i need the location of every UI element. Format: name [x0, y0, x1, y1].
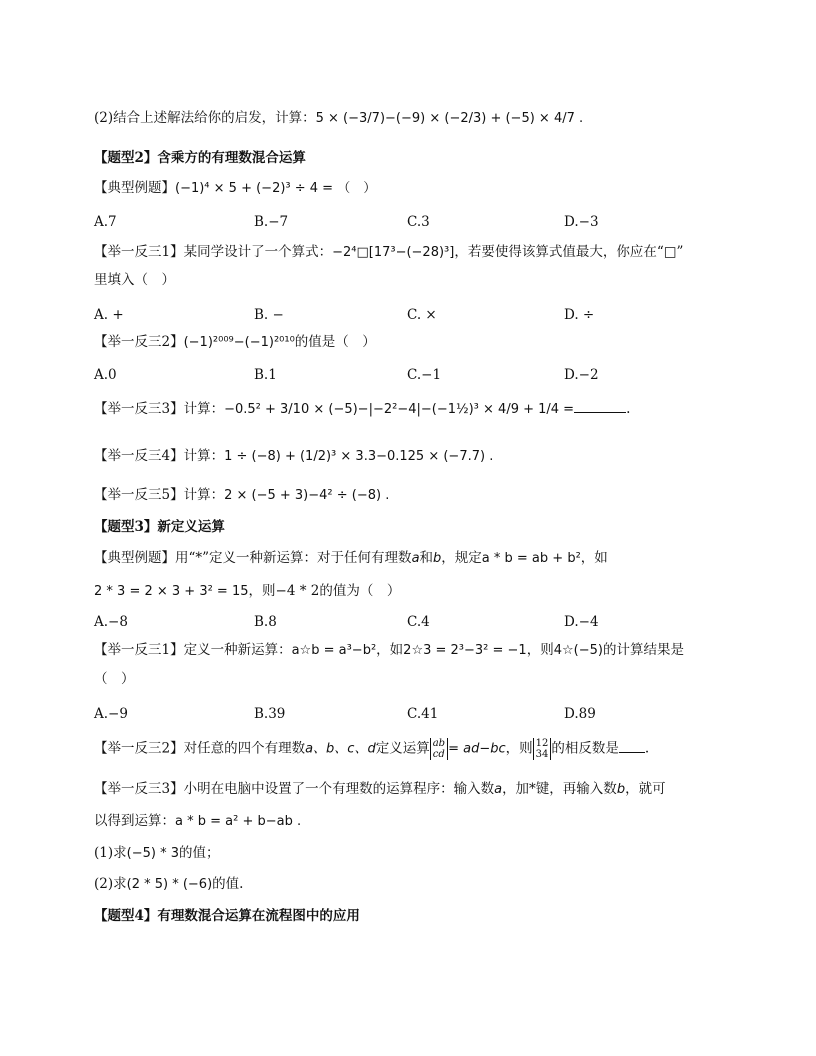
option-b: B.1 [254, 367, 277, 383]
practice-3-1-tail: 的计算结果是 [602, 642, 684, 658]
option-b: B. − [254, 307, 284, 323]
practice-3-2-definition: = ad−bc [448, 741, 506, 757]
practice-2-1-expression: −2⁴□[17³−(−28)³] [332, 245, 455, 260]
practice-2-1-tail: ，若要使得该算式值最大，你应在“□” [454, 244, 684, 260]
option-a: A.−9 [94, 706, 128, 722]
example-3-instance: 2 * 3 = 2 × 3 + 3² = 15 [94, 584, 249, 599]
practice-3-2-then: ，则 [505, 740, 533, 757]
det-row-2: cd [432, 749, 445, 760]
example-3-define: ，规定 [441, 550, 482, 566]
answer-blank[interactable] [619, 740, 645, 753]
practice-2-4-line [94, 446, 736, 467]
part-2-tail: 的值. [212, 876, 244, 892]
practice-3-3-tail: ，就可 [625, 781, 666, 797]
option-b: B.−7 [254, 214, 289, 230]
practice-2-1-line-2: 里填入（ ） [94, 272, 175, 288]
practice-2-1-text: 【举一反三1】某同学设计了一个算式： [94, 244, 333, 260]
practice-3-1-line-2: （ ） [94, 671, 135, 687]
example-3-question: ，则−4 * 2的值为（ ） [248, 583, 401, 599]
practice-2-3-line [94, 399, 736, 420]
example-2-line [94, 178, 736, 199]
section-heading-2: 【题型2】含乘方的有理数混合运算 [94, 150, 306, 166]
det-row-2: 34 [535, 749, 549, 760]
example-3-line [94, 548, 736, 569]
section-heading-3: 【题型3】新定义运算 [94, 519, 225, 535]
practice-3-3-part-2 [94, 874, 736, 895]
practice-3-3-mid: ，加*键，再输入数 [502, 781, 617, 797]
practice-2-4-expression: 1 ÷ (−8) + (1/2)³ × 3.3−0.125 × (−7.7) . [224, 449, 494, 464]
practice-3-3-text-2: 以得到运算： [94, 813, 175, 829]
practice-2-2-tail: 的值是（ ） [294, 334, 376, 350]
part-1-tail: 的值； [178, 845, 220, 861]
practice-2-1-line [94, 242, 736, 263]
practice-2-3-label: 【举一反三3】计算： [94, 401, 225, 417]
option-c: C.3 [407, 214, 430, 230]
determinant-abcd [430, 738, 448, 760]
part-1-label: (1)求 [94, 845, 127, 861]
example-3-and: 和 [419, 550, 434, 566]
practice-3-3-part-1 [94, 843, 736, 864]
practice-2-3-period: . [626, 401, 631, 417]
question-2-expression: 5 × (−3/7)−(−9) × (−2/3) + (−5) × 4/7 . [315, 111, 584, 126]
example-3-text: 【典型例题】用“*”定义一种新运算：对于任何有理数 [94, 550, 412, 566]
practice-2-4-label: 【举一反三4】计算： [94, 448, 225, 464]
practice-3-2-line: 【举一反三2】对任意的四个有理数a、b、c、d定义运算 ab cd = ad−bc，则 12 34 的相反数是 . [94, 738, 650, 760]
practice-3-1-target: 4☆(−5) [553, 643, 603, 658]
practice-3-1-such-as: ，如 [376, 642, 404, 658]
question-2-text: (2)结合上述解法给你的启发，计算： [94, 110, 316, 126]
practice-2-2-label: 【举一反三2】 [94, 334, 184, 350]
practice-2-5-label: 【举一反三5】计算： [94, 487, 225, 503]
option-c: C.4 [407, 614, 430, 630]
var-a: a [411, 551, 420, 566]
practice-3-2-define: 定义运算 [375, 740, 430, 757]
option-a: A.0 [94, 367, 117, 383]
option-a: A.−8 [94, 614, 128, 630]
practice-3-2-text: 【举一反三2】对任意的四个有理数 [94, 740, 306, 757]
option-a: A. + [94, 307, 124, 323]
example-3-definition: a * b = ab + b² [481, 551, 581, 566]
practice-3-1-definition: a☆b = a³−b² [291, 643, 377, 658]
option-a: A.7 [94, 214, 117, 230]
practice-3-3-line [94, 779, 736, 800]
practice-2-3-expression: −0.5² + 3/10 × (−5)−|−2²−4|−(−1½)³ × 4/9 + 1/4 = [224, 402, 575, 417]
option-c: C.41 [407, 706, 439, 722]
example-2-label: 【典型例题】 [94, 180, 175, 196]
option-d: D.−2 [564, 367, 599, 383]
part-2-expression: (2 * 5) * (−6) [126, 877, 213, 892]
option-b: B.39 [254, 706, 286, 722]
practice-3-2-tail: 的相反数是 [551, 740, 619, 757]
example-3-tail: ，如 [580, 550, 608, 566]
practice-3-3-text: 【举一反三3】小明在电脑中设置了一个有理数的运算程序：输入数 [94, 781, 495, 797]
practice-2-2-line [94, 332, 736, 353]
practice-2-5-line [94, 485, 736, 506]
option-b: B.8 [254, 614, 277, 630]
var-b: b [433, 551, 442, 566]
practice-3-1-then: ，则 [526, 642, 554, 658]
part-2-label: (2)求 [94, 876, 127, 892]
answer-blank[interactable] [574, 400, 626, 413]
section-heading-4: 【题型4】有理数混合运算在流程图中的应用 [94, 908, 360, 924]
practice-2-5-expression: 2 × (−5 + 3)−4² ÷ (−8) . [224, 488, 390, 503]
option-c: C. × [407, 307, 437, 323]
practice-3-2-vars: a、b、c、d [305, 741, 376, 757]
practice-3-3-definition: a * b = a² + b−ab . [175, 814, 302, 829]
var-a: a [494, 782, 503, 797]
part-1-expression: (−5) * 3 [126, 846, 179, 861]
option-c: C.−1 [407, 367, 442, 383]
option-d: D.89 [564, 706, 596, 722]
det-row-1: 12 [535, 738, 549, 749]
practice-3-1-example: 2☆3 = 2³−3² = −1 [403, 643, 527, 658]
practice-3-3-line-2 [94, 811, 736, 832]
option-d: D.−3 [564, 214, 599, 230]
example-3-line-2 [94, 581, 736, 602]
option-d: D. ÷ [564, 307, 595, 323]
option-d: D.−4 [564, 614, 599, 630]
var-b: b [616, 782, 626, 797]
practice-3-1-line [94, 640, 736, 661]
practice-2-2-expression: (−1)²⁰⁰⁹−(−1)²⁰¹⁰ [183, 335, 295, 350]
example-2-expression: (−1)⁴ × 5 + (−2)³ ÷ 4 = （ ） [175, 181, 377, 196]
practice-3-1-text: 【举一反三1】定义一种新运算： [94, 642, 292, 658]
question-2-line [94, 108, 736, 129]
det-row-1: ab [432, 738, 446, 749]
determinant-1234 [533, 738, 552, 760]
